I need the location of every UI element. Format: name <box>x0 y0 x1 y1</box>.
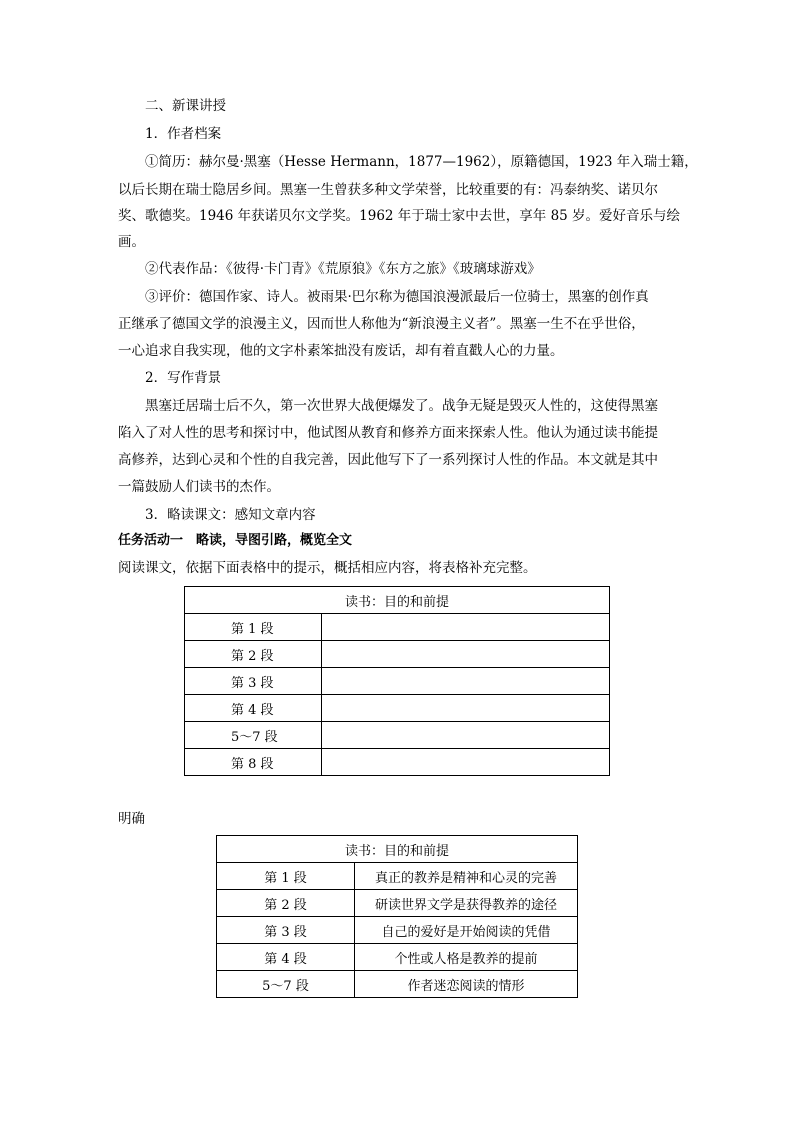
answer-blank-cell[interactable] <box>322 722 610 749</box>
author-heading: 1．作者档案 <box>145 126 222 142</box>
bio-line: 画。 <box>118 234 145 250</box>
content-cell: 研读世界文学是获得教养的途径 <box>355 890 578 917</box>
table-row <box>217 917 578 944</box>
answer-summary-table <box>216 835 578 998</box>
para-cell: 第 3 段 <box>185 668 322 695</box>
table-row <box>185 695 610 722</box>
review-line: ③评价：德国作家、诗人。被雨果·巴尔称为德国浪漫派最后一位骑士，黑塞的创作真 <box>145 289 649 305</box>
table-row <box>185 641 610 668</box>
background-line: 陷入了对人性的思考和探讨中，他试图从教育和修养方面来探索人性。他认为通过读书能提 <box>118 425 658 441</box>
table-row <box>217 863 578 890</box>
para-cell: 第 4 段 <box>185 695 322 722</box>
table-header: 读书：目的和前提 <box>217 836 578 863</box>
para-cell: 第 1 段 <box>185 614 322 641</box>
answer-label: 明确 <box>118 811 145 827</box>
table-row <box>185 749 610 776</box>
table-row <box>185 668 610 695</box>
para-cell: 第 1 段 <box>217 863 355 890</box>
bio-line: ①简历：赫尔曼·黑塞（Hesse Hermann，1877—1962），原籍德国，1923 年入瑞士籍， <box>145 154 698 170</box>
content-cell: 作者迷恋阅读的情形 <box>355 971 578 998</box>
answer-blank-cell[interactable] <box>322 695 610 722</box>
review-line: 一心追求自我实现，他的文字朴素笨拙没有废话，却有着直戳人心的力量。 <box>118 343 564 359</box>
answer-blank-cell[interactable] <box>322 641 610 668</box>
para-cell: 5～7 段 <box>185 722 322 749</box>
content-cell: 个性或人格是教养的提前 <box>355 944 578 971</box>
background-line: 黑塞迁居瑞士后不久，第一次世界大战便爆发了。战争无疑是毁灭人性的，这使得黑塞 <box>145 398 658 414</box>
task-instruction: 阅读课文，依据下面表格中的提示，概括相应内容，将表格补充完整。 <box>118 560 537 576</box>
answer-blank-cell[interactable] <box>322 749 610 776</box>
para-cell: 第 2 段 <box>217 890 355 917</box>
answer-blank-cell[interactable] <box>322 614 610 641</box>
answer-blank-cell[interactable] <box>322 668 610 695</box>
blank-summary-table <box>184 586 610 776</box>
background-line: 一篇鼓励人们读书的杰作。 <box>118 479 280 495</box>
table-row <box>185 722 610 749</box>
table-row <box>217 971 578 998</box>
table-row <box>217 944 578 971</box>
background-heading: 2．写作背景 <box>145 370 222 386</box>
para-cell: 第 2 段 <box>185 641 322 668</box>
task-heading: 任务活动一 略读，导图引路，概览全文 <box>118 533 353 548</box>
para-cell: 第 3 段 <box>217 917 355 944</box>
bio-line: 奖、歌德奖。1946 年获诺贝尔文学奖。1962 年于瑞士家中去世，享年 85 岁。爱好音乐与绘 <box>118 208 681 224</box>
table-header: 读书：目的和前提 <box>185 587 610 614</box>
table-row <box>217 890 578 917</box>
table-row <box>185 614 610 641</box>
content-cell: 真正的教养是精神和心灵的完善 <box>355 863 578 890</box>
para-cell: 5～7 段 <box>217 971 355 998</box>
author-works: ②代表作品：《彼得·卡门青》《荒原狼》《东方之旅》《玻璃球游戏》 <box>145 261 541 277</box>
background-line: 高修养，达到心灵和个性的自我完善，因此他写下了一系列探讨人性的作品。本文就是其中 <box>118 452 658 468</box>
content-cell: 自己的爱好是开始阅读的凭借 <box>355 917 578 944</box>
reading-heading: 3．略读课文：感知文章内容 <box>145 507 316 523</box>
para-cell: 第 8 段 <box>185 749 322 776</box>
para-cell: 第 4 段 <box>217 944 355 971</box>
bio-line: 以后长期在瑞士隐居乡间。黑塞一生曾获多种文学荣誉，比较重要的有：冯泰纳奖、诺贝尔 <box>118 182 658 198</box>
section-heading: 二、新课讲授 <box>145 98 226 114</box>
review-line: 正继承了德国文学的浪漫主义，因而世人称他为“新浪漫主义者”。黑塞一生不在乎世俗， <box>118 316 645 332</box>
